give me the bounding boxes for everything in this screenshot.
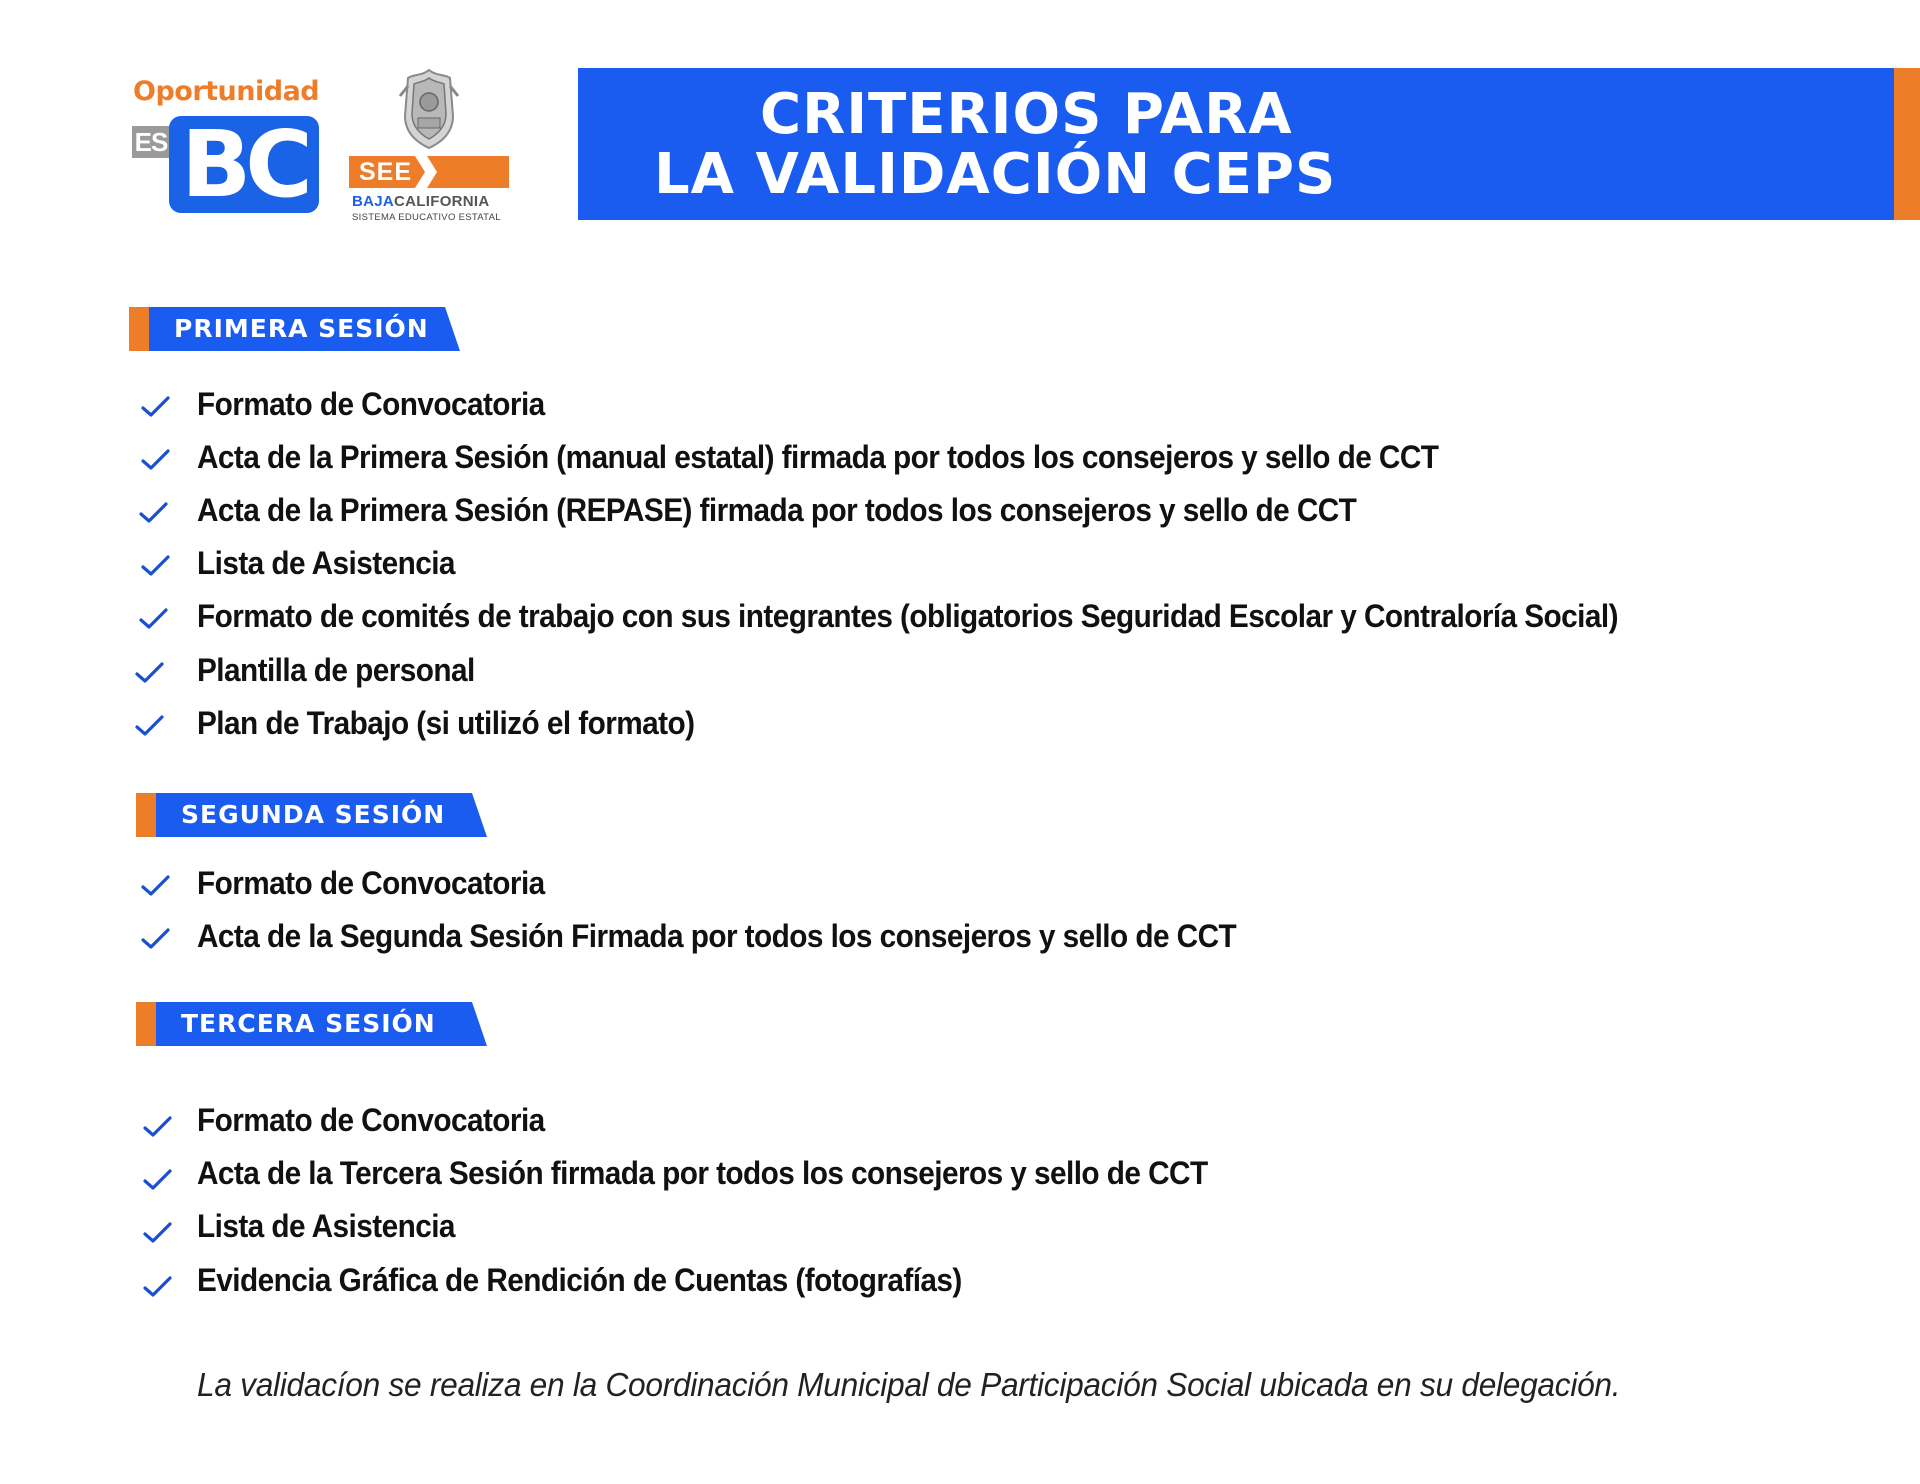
- baja-california-wordmark: [352, 193, 490, 210]
- state-seal-icon: [398, 68, 460, 150]
- section-label: TERCERA SESIÓN: [181, 1009, 436, 1038]
- list-item-text: Formato de Convocatoria: [197, 865, 545, 901]
- list-item-text: Acta de la Primera Sesión (manual estatal) firmada por todos los consejeros y sello de CCT: [197, 439, 1439, 475]
- list-item-text: Acta de la Primera Sesión (REPASE) firmada por todos los consejeros y sello de CCT: [197, 492, 1357, 528]
- sistema-educativo-text: SISTEMA EDUCATIVO ESTATAL: [352, 212, 501, 223]
- list-item-text: Formato de comités de trabajo con sus integrantes (obligatorios Seguridad Escolar y Contraloría Social): [197, 598, 1618, 634]
- see-label: SEE: [359, 158, 413, 186]
- checkmark-icon: [138, 600, 168, 632]
- checkmark-icon: [140, 388, 170, 420]
- section-label: SEGUNDA SESIÓN: [181, 800, 446, 829]
- list-item-text: Acta de la Segunda Sesión Firmada por todos los consejeros y sello de CCT: [197, 918, 1237, 954]
- logo-oportunidad-text: Oportunidad: [133, 76, 320, 107]
- list-item-text: Plan de Trabajo (si utilizó el formato): [197, 705, 695, 741]
- section-label: PRIMERA SESIÓN: [174, 314, 429, 343]
- baja-text: BAJA: [352, 193, 395, 210]
- checkmark-icon: [140, 441, 170, 473]
- checkmark-icon: [134, 707, 164, 739]
- list-item-text: Lista de Asistencia: [197, 1208, 455, 1244]
- logo-es-box: ES: [132, 126, 170, 158]
- california-text: CALIFORNIA: [394, 193, 490, 210]
- list-item-text: Evidencia Gráfica de Rendición de Cuentas (fotografías): [197, 1262, 962, 1298]
- checkmark-icon: [140, 547, 170, 579]
- title-line-1: CRITERIOS PARA: [760, 82, 1293, 147]
- list-item-text: Formato de Convocatoria: [197, 1102, 545, 1138]
- title-accent-stripe: [1894, 68, 1920, 220]
- checkmark-icon: [142, 1268, 172, 1300]
- list-item-text: Lista de Asistencia: [197, 545, 455, 581]
- title-line-2: LA VALIDACIÓN CEPS: [654, 142, 1337, 207]
- list-item-text: Acta de la Tercera Sesión firmada por todos los consejeros y sello de CCT: [197, 1155, 1208, 1191]
- checkmark-icon: [140, 920, 170, 952]
- checkmark-icon: [142, 1161, 172, 1193]
- see-logo-bar: [349, 156, 509, 188]
- list-item-text: Plantilla de personal: [197, 652, 475, 688]
- title-banner: [578, 68, 1894, 220]
- checkmark-icon: [134, 654, 164, 686]
- checkmark-icon: [138, 494, 168, 526]
- list-item-text: Formato de Convocatoria: [197, 386, 545, 422]
- checkmark-icon: [142, 1108, 172, 1140]
- checkmark-icon: [140, 867, 170, 899]
- logo-bc-badge: BC: [169, 116, 319, 213]
- see-chevron-icon: [415, 156, 509, 188]
- footnote: La validacíon se realiza en la Coordinación Municipal de Participación Social ubicada en su delegación.: [197, 1366, 1621, 1403]
- checkmark-icon: [142, 1214, 172, 1246]
